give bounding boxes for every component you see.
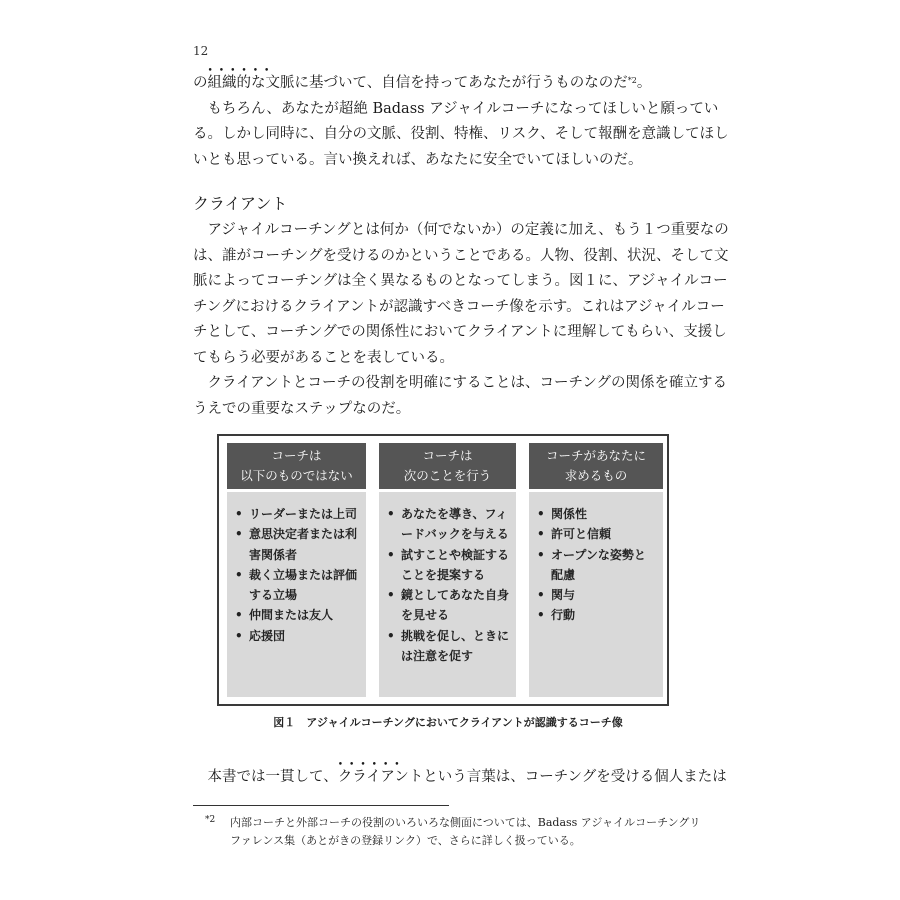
column-does (379, 443, 516, 697)
list-item: • あなたを導き、フィ ードバックを与える (387, 504, 512, 545)
column-header (227, 443, 366, 492)
footnote (205, 814, 705, 850)
list-item: • 応援団 (235, 626, 362, 646)
coach-figure (217, 434, 669, 706)
list-item: • 意思決定者または利 害関係者 (235, 524, 362, 565)
column-header (379, 443, 516, 492)
list-item: • 仲間または友人 (235, 605, 362, 625)
emphasized-term: •••••• 組織的な文脈 (207, 66, 295, 91)
body-line: 脈によってコーチングは全く異なるものとなってしまう。図１に、アジャイルコー (193, 273, 728, 289)
body-line: てもらう必要があることを表している。 (193, 349, 454, 366)
closing-paragraph (193, 760, 727, 791)
list-item: • リーダーまたは上司 (235, 504, 362, 524)
page-number: 12 (193, 44, 209, 58)
body-line: アジャイルコーチングとは何か（何でないか）の定義に加え、もう１つ重要なの (193, 222, 729, 238)
list-item: • 裁く立場または評価 する立場 (235, 565, 362, 606)
emphasis-dots: •••••• (337, 760, 406, 770)
intro-line: る。しかし同時に、自分の文脈、役割、特権、リスク、そして報酬を意識してほし (193, 126, 729, 142)
footnote-ref[interactable]: *2 (627, 76, 637, 85)
footnote-mark: *2 (205, 815, 216, 825)
column-title: 次のことを行う (403, 468, 492, 483)
list-item: • 挑戦を促し、ときに は注意を促す (387, 626, 512, 667)
column-not (227, 443, 366, 697)
column-list (529, 492, 663, 626)
footnote-divider (193, 805, 449, 806)
emphasized-term: •••••• クライアント (337, 760, 424, 785)
list-item: • 許可と信頼 (537, 524, 659, 544)
body-line: クライアントとコーチの役割を明確にすることは、コーチングの関係を確立する (193, 375, 728, 391)
footnote-line: ファレンス集（あとがきの登録リンク）で、さらに詳しく扱っている。 (230, 834, 581, 847)
section-heading: クライアント (193, 194, 288, 213)
body-line: うえでの重要なステップなのだ。 (193, 400, 411, 417)
column-asks (529, 443, 663, 697)
figure-caption: 図１ アジャイルコーチングにおいてクライアントが認識するコーチ像 (273, 716, 623, 729)
body-line: チングにおけるクライアントが認識すべきコーチ像を示す。これはアジャイルコー (193, 298, 725, 315)
list-item: • 鏡としてあなた自身 を見せる (387, 585, 512, 626)
body-line: は、誰がコーチングを受けるのかということである。人物、役割、状況、そして文 (193, 247, 729, 264)
section-paragraph (193, 218, 729, 422)
column-title: 求めるもの (564, 468, 628, 483)
list-item: • 関係性 (537, 504, 659, 524)
emphasis-dots: •••••• (207, 66, 276, 76)
column-title: コーチがあなたに (545, 448, 646, 463)
footnote-line: 内部コーチと外部コーチの役割のいろいろな側面については、Badass アジャイルコーチングリ (230, 816, 701, 829)
intro-line: いとも思っている。言い換えれば、あなたに安全でいてほしいのだ。 (193, 151, 643, 168)
intro-line: もちろん、あなたが超絶 Badass アジャイルコーチになってほしいと願ってい (193, 100, 719, 117)
column-title: コーチは (271, 448, 322, 463)
list-item: • 関与 (537, 585, 659, 605)
column-list (379, 492, 516, 666)
body-line: チとして、コーチングでの関係性においてクライアントに理解してもらい、支援し (193, 324, 727, 340)
list-item: • 行動 (537, 605, 659, 625)
column-title: コーチは (422, 448, 473, 463)
intro-line-1: の •••••• 組織的な文脈に基づいて、自信を持ってあなたが行うものなのだ$^{*2}$。 (193, 66, 652, 91)
intro-paragraph (193, 66, 729, 173)
column-header (529, 443, 663, 492)
column-title: 以下のものではない (240, 468, 353, 483)
closing-line: 本書では一貫して、 •••••• クライアントという言葉は、コーチングを受ける個人または (193, 760, 727, 785)
list-item: • 試すことや検証する ことを提案する (387, 545, 512, 586)
column-list (227, 492, 366, 646)
list-item: • オープンな姿勢と 配慮 (537, 545, 659, 586)
